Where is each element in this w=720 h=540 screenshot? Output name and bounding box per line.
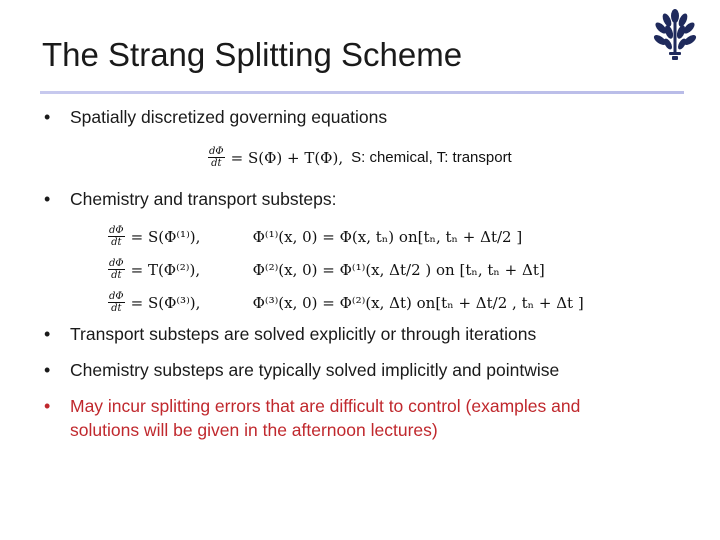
derivative-fraction bbox=[208, 146, 225, 169]
substep-equation-1 bbox=[108, 225, 522, 248]
derivative-fraction bbox=[108, 291, 125, 314]
frac-numerator: dΦ bbox=[109, 225, 124, 236]
derivative-fraction bbox=[108, 258, 125, 281]
bullet-splitting-errors-line2: solutions will be given in the afternoon lectures) bbox=[70, 420, 438, 440]
frac-numerator: dΦ bbox=[109, 258, 124, 269]
bullet-marker: • bbox=[44, 189, 51, 209]
frac-denominator: dt bbox=[111, 237, 122, 248]
equation-rhs: = S(Φ) + T(Φ), bbox=[230, 148, 344, 167]
bullet-marker: • bbox=[44, 107, 51, 127]
equation-note: S: chemical, T: transport bbox=[351, 149, 512, 166]
governing-equation bbox=[208, 146, 512, 169]
substep-condition: Φ⁽³⁾(x, 0) = Φ⁽²⁾(x, Δt) on[tₙ + Δt/2 , tₙ + Δt ] bbox=[252, 293, 584, 312]
bullet-transport-substeps: Transport substeps are solved explicitly or through iterations bbox=[70, 324, 537, 344]
leaf-crest-icon bbox=[653, 8, 697, 62]
bullet-substeps: Chemistry and transport substeps: bbox=[70, 189, 337, 209]
frac-denominator: dt bbox=[211, 158, 222, 169]
frac-numerator: dΦ bbox=[109, 291, 124, 302]
bullet-governing-equations: Spatially discretized governing equations bbox=[70, 107, 388, 127]
frac-numerator: dΦ bbox=[209, 146, 224, 157]
substep-condition: Φ⁽²⁾(x, 0) = Φ⁽¹⁾(x, Δt/2 ) on [tₙ, tₙ + Δt] bbox=[252, 260, 545, 279]
substep-equation-3 bbox=[108, 291, 584, 314]
bullet-chemistry-substeps: Chemistry substeps are typically solved implicitly and pointwise bbox=[70, 360, 560, 380]
bullet-marker: • bbox=[44, 360, 51, 380]
title-divider bbox=[40, 91, 684, 94]
slide-title: The Strang Splitting Scheme bbox=[42, 36, 463, 73]
derivative-fraction bbox=[108, 225, 125, 248]
bullet-marker: • bbox=[44, 396, 51, 416]
bullet-marker: • bbox=[44, 324, 51, 344]
bullet-splitting-errors-line1: May incur splitting errors that are difficult to control (examples and bbox=[70, 396, 581, 416]
substep-rhs: = S(Φ⁽³⁾), bbox=[130, 293, 201, 312]
frac-denominator: dt bbox=[111, 303, 122, 314]
substep-equation-2 bbox=[108, 258, 545, 281]
frac-denominator: dt bbox=[111, 270, 122, 281]
substep-rhs: = T(Φ⁽²⁾), bbox=[130, 260, 201, 279]
substep-condition: Φ⁽¹⁾(x, 0) = Φ(x, tₙ) on[tₙ, tₙ + Δt/2 ] bbox=[252, 227, 523, 246]
substep-rhs: = S(Φ⁽¹⁾), bbox=[130, 227, 201, 246]
